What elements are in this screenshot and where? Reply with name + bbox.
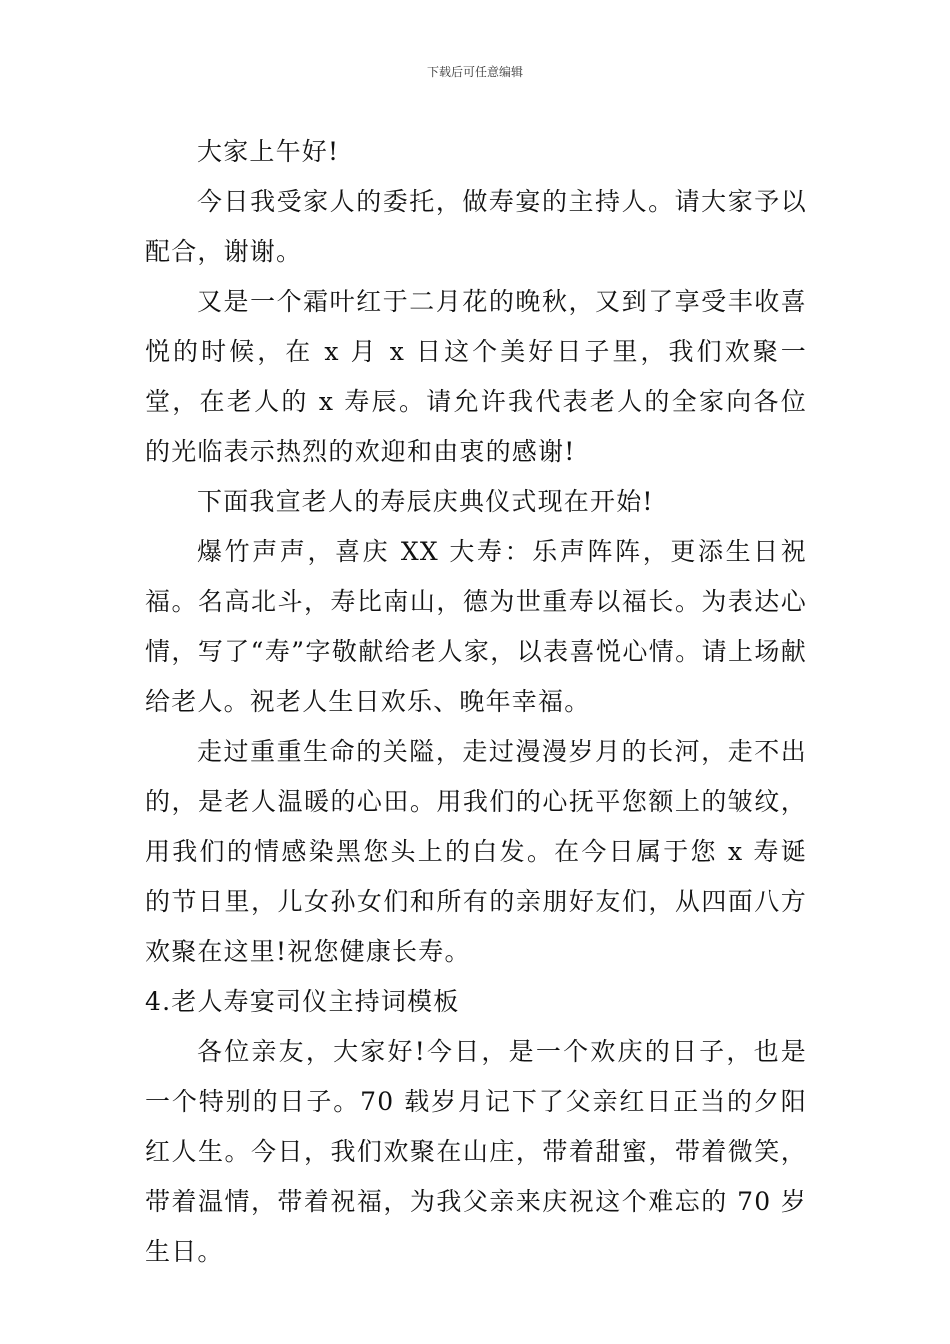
paragraph-template-opening: 各位亲友，大家好!今日，是一个欢庆的日子，也是一个特别的日子。70 载岁月记下了父亲红日正当的夕阳红人生。今日，我们欢聚在山庄，带着甜蜜，带着微笑，带着温情，带着祝福，为我父亲来庆祝这个难忘的 70 岁生日。 (145, 1037, 807, 1266)
paragraph-host-intro: 今日我受家人的委托，做寿宴的主持人。请大家予以配合，谢谢。 (145, 187, 807, 266)
paragraph-welcome: 又是一个霜叶红于二月花的晚秋，又到了享受丰收喜悦的时候，在 x 月 x 日这个美好日子里，我们欢聚一堂，在老人的 x 寿辰。请允许我代表老人的全家向各位的光临表示热烈的欢迎和由衷的感谢! (145, 287, 807, 466)
section-heading: 4.老人寿宴司仪主持词模板 (145, 987, 460, 1016)
page-header: 下载后可任意编辑 (426, 65, 523, 79)
paragraph-ceremony-start: 下面我宣老人的寿辰庆典仪式现在开始! (197, 487, 654, 516)
document-body (145, 127, 807, 1277)
paragraph-tribute: 走过重重生命的关隘，走过漫漫岁月的长河，走不出的，是老人温暖的心田。用我们的心抚平您额上的皱纹，用我们的情感染黑您头上的白发。在今日属于您 x 寿诞的节日里，儿女孙女们和所有的亲朋好友们，从四面八方欢聚在这里!祝您健康长寿。 (145, 737, 807, 966)
paragraph-blessing: 爆竹声声，喜庆 XX 大寿：乐声阵阵，更添生日祝福。名高北斗，寿比南山，德为世重寿以福长。为表达心情，写了“寿”字敬献给老人家，以表喜悦心情。请上场献给老人。祝老人生日欢乐、晚年幸福。 (145, 537, 807, 716)
paragraph-greeting: 大家上午好! (197, 137, 340, 166)
